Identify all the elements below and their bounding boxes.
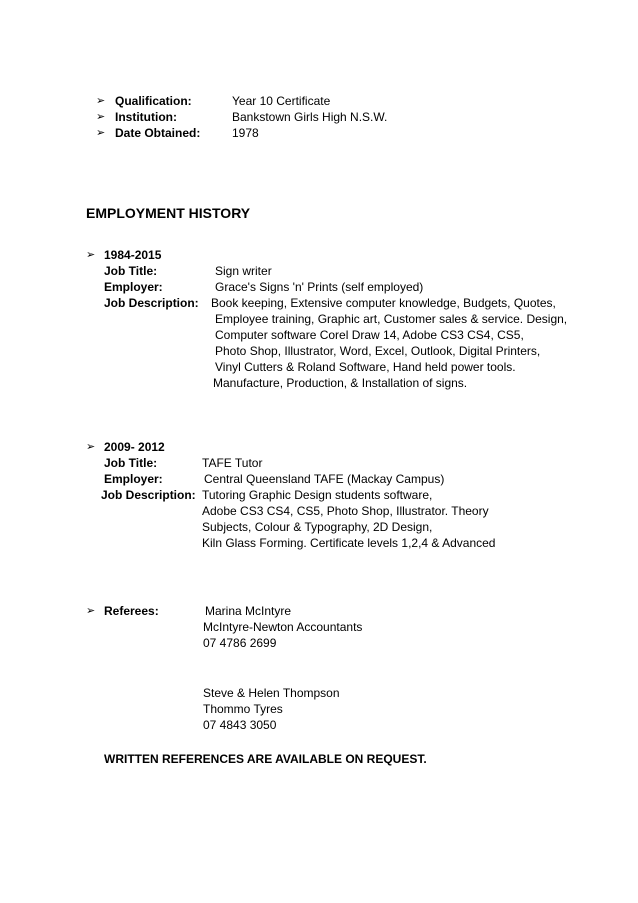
job-title-label: Job Title: xyxy=(104,456,158,470)
job-title-value: Sign writer xyxy=(215,264,272,278)
referee-name: Marina McIntyre xyxy=(205,604,292,618)
date-obtained-value: 1978 xyxy=(232,126,259,140)
job-description-line: Computer software Corel Draw 14, Adobe CS3 CS4, CS5, xyxy=(215,328,524,342)
institution-value: Bankstown Girls High N.S.W. xyxy=(232,110,388,124)
job-title-value: TAFE Tutor xyxy=(202,456,263,470)
job-description-line: Vinyl Cutters & Roland Software, Hand held power tools. xyxy=(215,360,516,374)
references-available-note: WRITTEN REFERENCES ARE AVAILABLE ON REQUEST. xyxy=(104,752,427,766)
job-title-label: Job Title: xyxy=(104,264,158,278)
bullet-arrow-icon: ➢ xyxy=(86,441,96,453)
bullet-arrow-icon: ➢ xyxy=(86,249,96,261)
job-period: 1984-2015 xyxy=(104,248,162,262)
bullet-arrow-icon: ➢ xyxy=(96,127,106,139)
job-description-label: Job Description: xyxy=(101,488,196,502)
employer-value: Grace's Signs 'n' Prints (self employed) xyxy=(215,280,424,294)
job-description-line: Kiln Glass Forming. Certificate levels 1,2,4 & Advanced xyxy=(202,536,496,550)
qualification-value: Year 10 Certificate xyxy=(232,94,331,108)
job-description-line: Adobe CS3 CS4, CS5, Photo Shop, Illustrator. Theory xyxy=(202,504,489,518)
job-description-line: Manufacture, Production, & Installation of signs. xyxy=(213,376,468,390)
bullet-arrow-icon: ➢ xyxy=(96,95,106,107)
job-description-line: Book keeping, Extensive computer knowledge, Budgets, Quotes, xyxy=(211,296,556,310)
job-description-line: Photo Shop, Illustrator, Word, Excel, Outlook, Digital Printers, xyxy=(215,344,541,358)
referee-name: Steve & Helen Thompson xyxy=(203,686,340,700)
employment-history-heading: EMPLOYMENT HISTORY xyxy=(86,205,251,221)
job-description-label: Job Description: xyxy=(104,296,199,310)
job-description-line: Tutoring Graphic Design students software, xyxy=(202,488,433,502)
job-period: 2009- 2012 xyxy=(104,440,165,454)
institution-label: Institution: xyxy=(115,110,177,124)
job-description-line: Employee training, Graphic art, Customer sales & service. Design, xyxy=(215,312,568,326)
referee-company: McIntyre-Newton Accountants xyxy=(203,620,363,634)
referees-label: Referees: xyxy=(104,604,159,618)
date-obtained-label: Date Obtained: xyxy=(115,126,201,140)
referee-phone: 07 4843 3050 xyxy=(203,718,277,732)
employer-value: Central Queensland TAFE (Mackay Campus) xyxy=(204,472,445,486)
bullet-arrow-icon: ➢ xyxy=(86,605,96,617)
employer-label: Employer: xyxy=(104,280,163,294)
qualification-label: Qualification: xyxy=(115,94,192,108)
bullet-arrow-icon: ➢ xyxy=(96,111,106,123)
employer-label: Employer: xyxy=(104,472,163,486)
job-description-line: Subjects, Colour & Typography, 2D Design, xyxy=(202,520,433,534)
referee-phone: 07 4786 2699 xyxy=(203,636,277,650)
referee-company: Thommo Tyres xyxy=(203,702,283,716)
